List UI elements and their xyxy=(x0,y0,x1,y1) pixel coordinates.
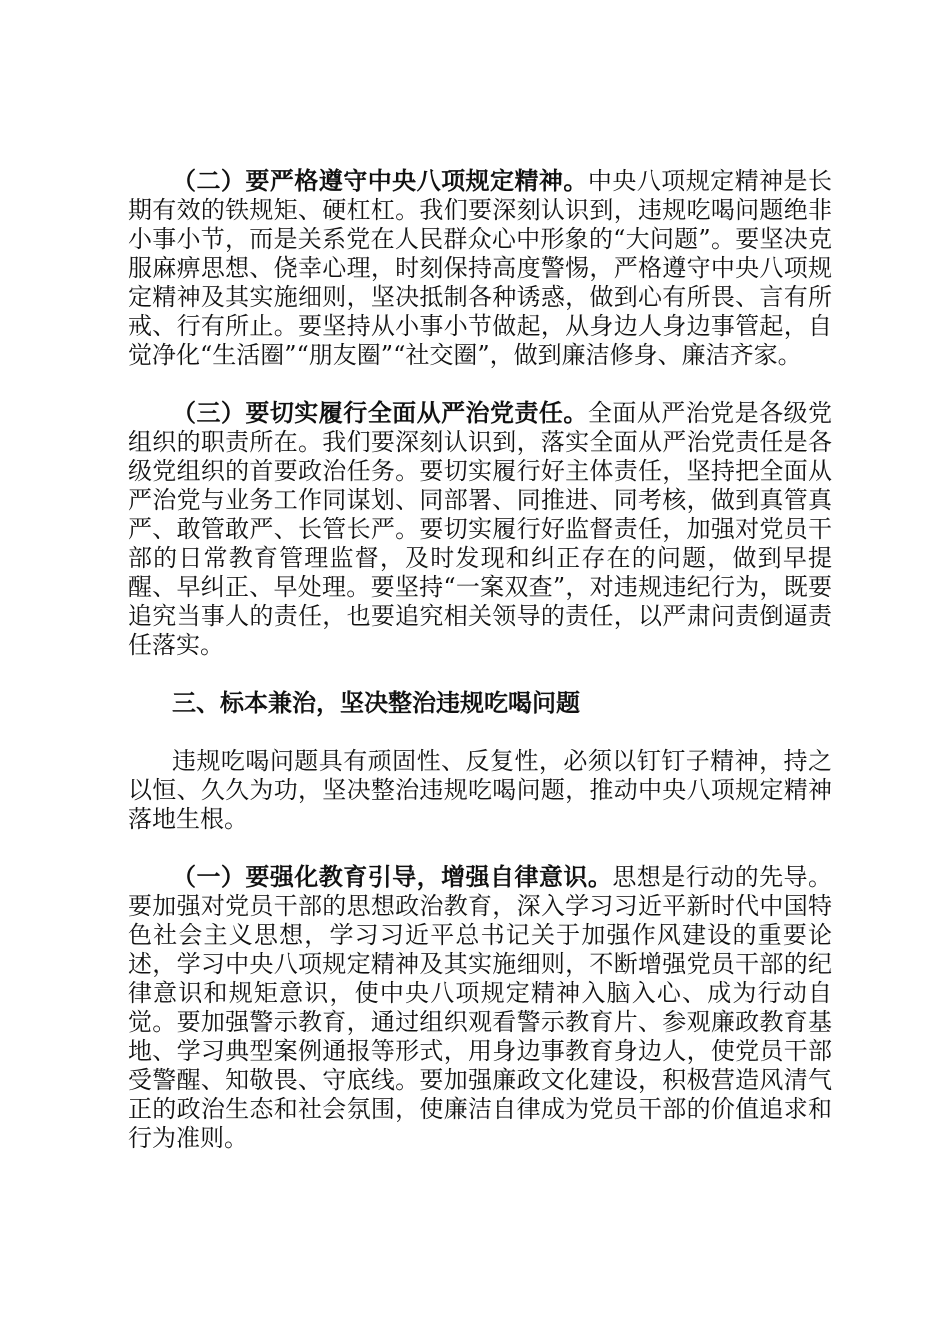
paragraph-section-2 xyxy=(128,167,832,370)
paragraph-section-3 xyxy=(128,399,832,660)
subsection-1-lead: （一）要强化教育引导，增强自律意识。 xyxy=(172,863,613,891)
subsection-1-body: 思想是行动的先导。要加强对党员干部的思想政治教育，深入学习习近平新时代中国特色社会主义思想，学习习近平总书记关于加强作风建设的重要论述，学习中央八项规定精神及其实施细则，不断增强党员干部的纪律意识和规矩意识，使中央八项规定精神入脑入心、成为行动自觉。要加强警示教育，通过组织观看警示教育片、参观廉政教育基地、学习典型案例通报等形式，用身边事教育身边人，使党员干部受警醒、知敬畏、守底线。要加强廉政文化建设，积极营造风清气正的政治生态和社会氛围，使廉洁自律成为党员干部的价值追求和行为准则。 xyxy=(128,863,833,1152)
section-2-lead: （二）要严格遵守中央八项规定精神。 xyxy=(172,167,588,195)
section-3-lead: （三）要切实履行全面从严治党责任。 xyxy=(172,399,588,427)
chapter-heading: 三、标本兼治，坚决整治违规吃喝问题 xyxy=(172,689,580,717)
chapter-intro: 违规吃喝问题具有顽固性、反复性，必须以钉钉子精神，持之以恒、久久为功，坚决整治违规吃喝问题，推动中央八项规定精神落地生根。 xyxy=(128,747,832,833)
section-3-body: 全面从严治党是各级党组织的职责所在。我们要深刻认识到，落实全面从严治党责任是各级党组织的首要政治任务。要切实履行好主体责任，坚持把全面从严治党与业务工作同谋划、同部署、同推进、同考核，做到真管真严、敢管敢严、长管长严。要切实履行好监督责任，加强对党员干部的日常教育管理监督，及时发现和纠正存在的问题，做到早提醒、早纠正、早处理。要坚持“一案双查”，对违规违纪行为，既要追究当事人的责任，也要追究相关领导的责任，以严肃问责倒逼责任落实。 xyxy=(128,399,833,659)
section-2-body: 中央八项规定精神是长期有效的铁规矩、硬杠杠。我们要深刻认识到，违规吃喝问题绝非小事小节，而是关系党在人民群众心中形象的“大问题”。要坚决克服麻痹思想、侥幸心理，时刻保持高度警惕，严格遵守中央八项规定精神及其实施细则，坚决抵制各种诱惑，做到心有所畏、言有所戒、行有所止。要坚持从小事小节做起，从身边人身边事管起，自觉净化“生活圈”“朋友圈”“社交圈”，做到廉洁修身、廉洁齐家。 xyxy=(128,167,833,369)
paragraph-subsection-1 xyxy=(128,863,832,1153)
document-body xyxy=(128,167,832,1153)
